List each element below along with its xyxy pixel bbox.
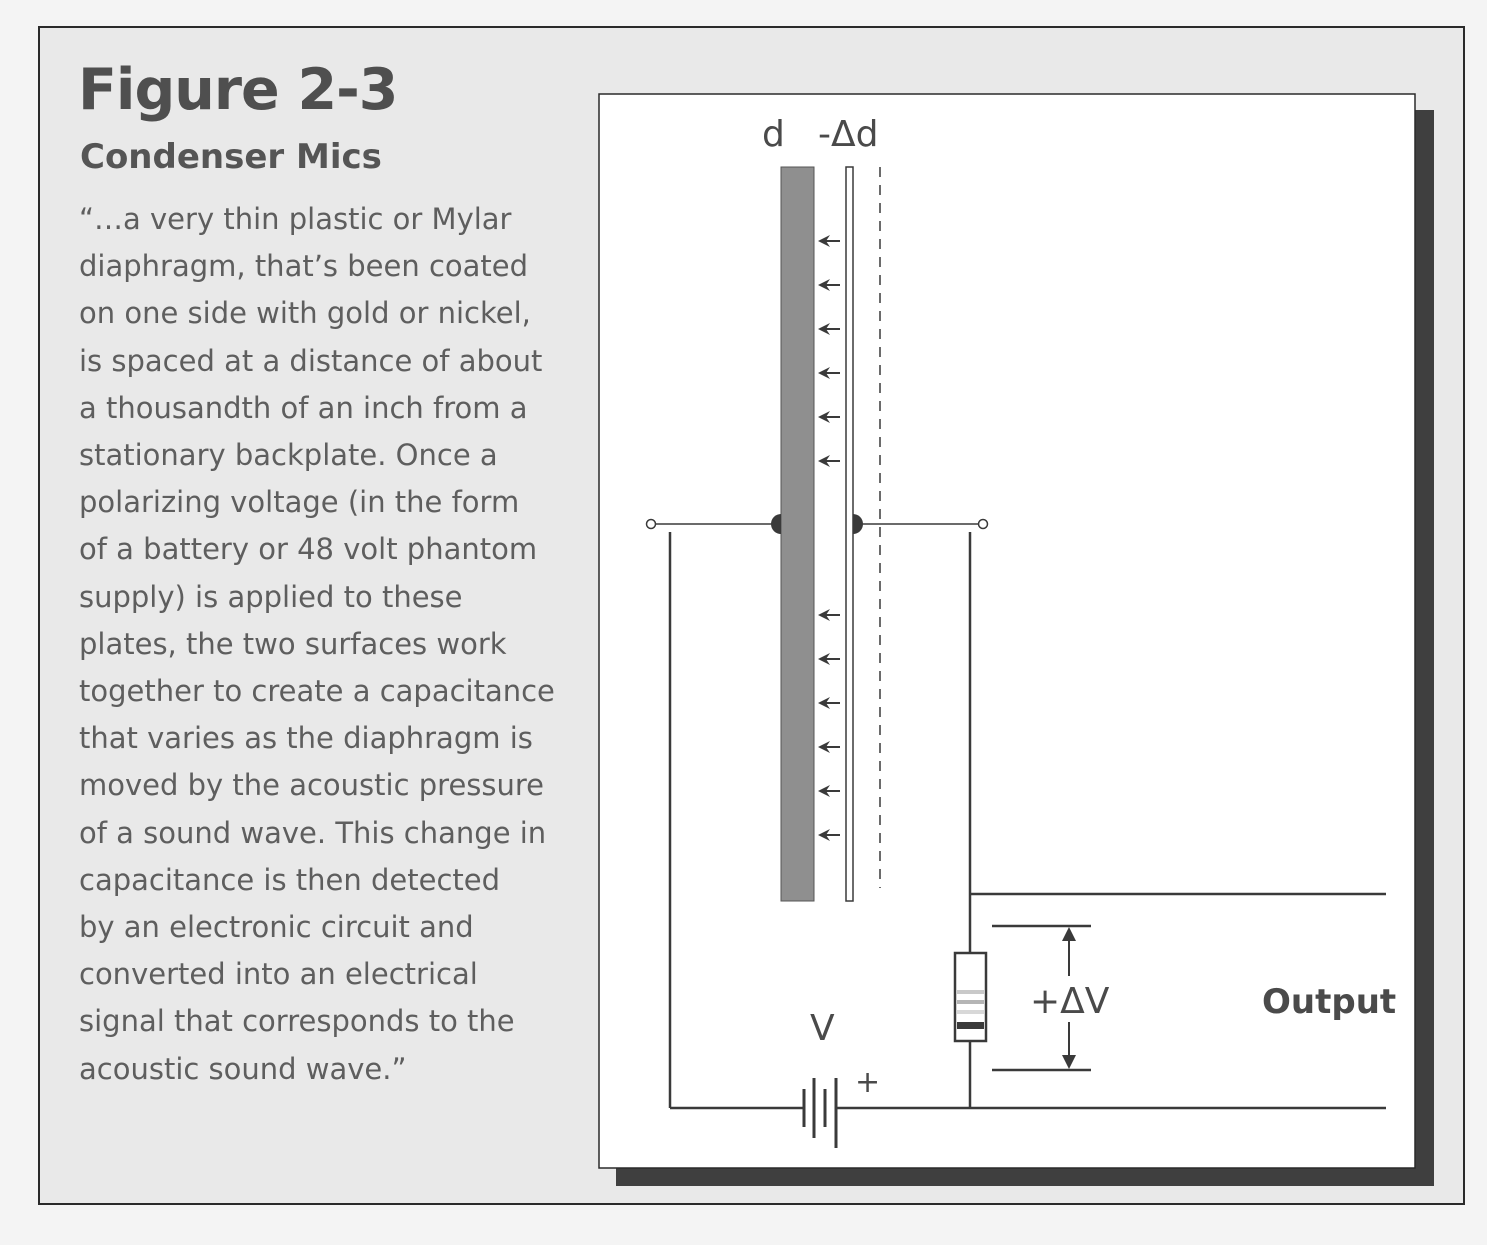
backplate — [781, 167, 814, 901]
quote-line: polarizing voltage (in the form — [79, 485, 520, 520]
quote-line: that varies as the diaphragm is — [79, 721, 533, 756]
diaphragm — [846, 167, 853, 901]
left-terminal-icon — [647, 520, 656, 529]
quote-line: acoustic sound wave.” — [79, 1051, 407, 1086]
quote-line: on one side with gold or nickel, — [79, 296, 531, 331]
quote-line: together to create a capacitance — [79, 674, 555, 709]
quote-line: by an electronic circuit and — [79, 910, 474, 945]
figure-subtitle: Condenser Mics — [80, 137, 382, 177]
label-delta-d: -Δd — [818, 114, 879, 155]
label-output: Output — [1262, 982, 1397, 1022]
right-terminal-icon — [979, 520, 988, 529]
label-voltage: V — [810, 1008, 835, 1049]
quote-line: is spaced at a distance of about — [79, 343, 543, 378]
quote-line: plates, the two surfaces work — [79, 626, 507, 661]
label-battery-plus: + — [855, 1065, 881, 1100]
quote-line: moved by the acoustic pressure — [79, 768, 545, 803]
quote-line: signal that corresponds to the — [79, 1004, 515, 1039]
quote-line: supply) is applied to these — [79, 579, 463, 614]
quote-line: converted into an electrical — [79, 957, 478, 992]
quote-line: stationary backplate. Once a — [79, 438, 498, 473]
quote-line: a thousandth of an inch from a — [79, 390, 528, 425]
label-delta-v: +ΔV — [1030, 981, 1110, 1022]
quote-line: diaphragm, that’s been coated — [79, 249, 529, 284]
quote-line: of a battery or 48 volt phantom — [79, 532, 538, 567]
figure-title: Figure 2-3 — [78, 57, 398, 123]
quote-line: “…a very thin plastic or Mylar — [79, 202, 512, 236]
quote-line: of a sound wave. This change in — [79, 815, 547, 850]
quote-line: capacitance is then detected — [79, 862, 501, 897]
resistor-icon — [955, 953, 986, 1041]
label-d: d — [762, 114, 785, 155]
